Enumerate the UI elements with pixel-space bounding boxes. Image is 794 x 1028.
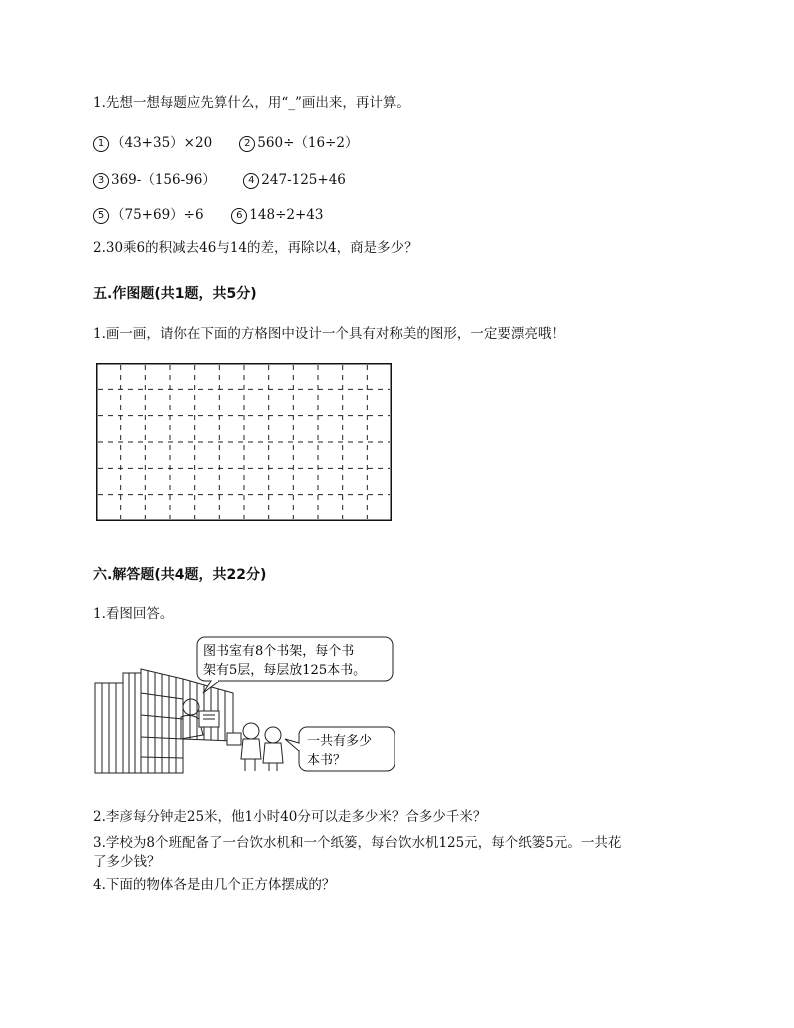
section-6-question-3-line-2: 了多少钱？ — [93, 854, 161, 870]
expression-row-1 — [93, 131, 358, 152]
bubble-2-line-1: 一共有多少 — [307, 734, 373, 749]
question-2: 2.30乘6的积减去46与14的差，再除以4，商是多少？ — [93, 240, 418, 256]
bubble-1-line-1: 图书室有8个书架，每个书 — [203, 644, 355, 659]
speech-bubble-children — [285, 727, 395, 771]
circled-number: 4 — [243, 173, 259, 189]
circled-number: 5 — [93, 208, 109, 224]
section-6-question-2: 2.李彦每分钟走25米，他1小时40分可以走多少米？合多少千米？ — [93, 809, 487, 825]
expression-4: 4 247-125+46 — [243, 172, 346, 189]
expression-6: 6 148÷2+43 — [231, 207, 323, 224]
children-figures — [227, 723, 283, 771]
expression-row-3 — [93, 203, 323, 224]
expression-row-2 — [93, 168, 346, 189]
section-5-question-1: 1.画一画，请你在下面的方格图中设计一个具有对称美的图形，一定要漂亮哦！ — [93, 326, 565, 342]
section-6-question-3-line-1: 3.学校为8个班配备了一台饮水机和一个纸篓，每台饮水机125元，每个纸篓5元。一共花 — [93, 835, 622, 851]
expression-3: 3 369-（156-96） — [93, 168, 239, 189]
circled-number: 1 — [93, 136, 109, 152]
expression-5: 5 （75+69）÷6 — [93, 203, 227, 224]
expression-1: 1 （43+35）×20 — [93, 131, 235, 152]
librarian-figure — [181, 699, 219, 739]
circled-number: 2 — [239, 136, 255, 152]
speech-bubble-librarian — [197, 637, 393, 693]
circled-number: 6 — [231, 208, 247, 224]
bubble-1-line-2: 架有5层，每层放125本书。 — [203, 663, 367, 678]
section-6-question-1: 1.看图回答。 — [93, 606, 174, 622]
drawing-grid[interactable] — [96, 363, 392, 521]
section-6-question-4: 4.下面的物体各是由几个正方体摆成的？ — [93, 877, 336, 893]
section-6-title: 六.解答题(共4题，共22分) — [93, 567, 267, 583]
section-5-title: 五.作图题(共1题，共5分) — [93, 286, 257, 302]
bubble-2-line-2: 本书？ — [307, 753, 347, 768]
question-1-intro: 1.先想一想每题应先算什么，用“_”画出来，再计算。 — [93, 95, 410, 111]
circled-number: 3 — [93, 173, 109, 189]
expression-2: 2 560÷（16÷2） — [239, 131, 358, 152]
library-illustration — [93, 635, 395, 775]
